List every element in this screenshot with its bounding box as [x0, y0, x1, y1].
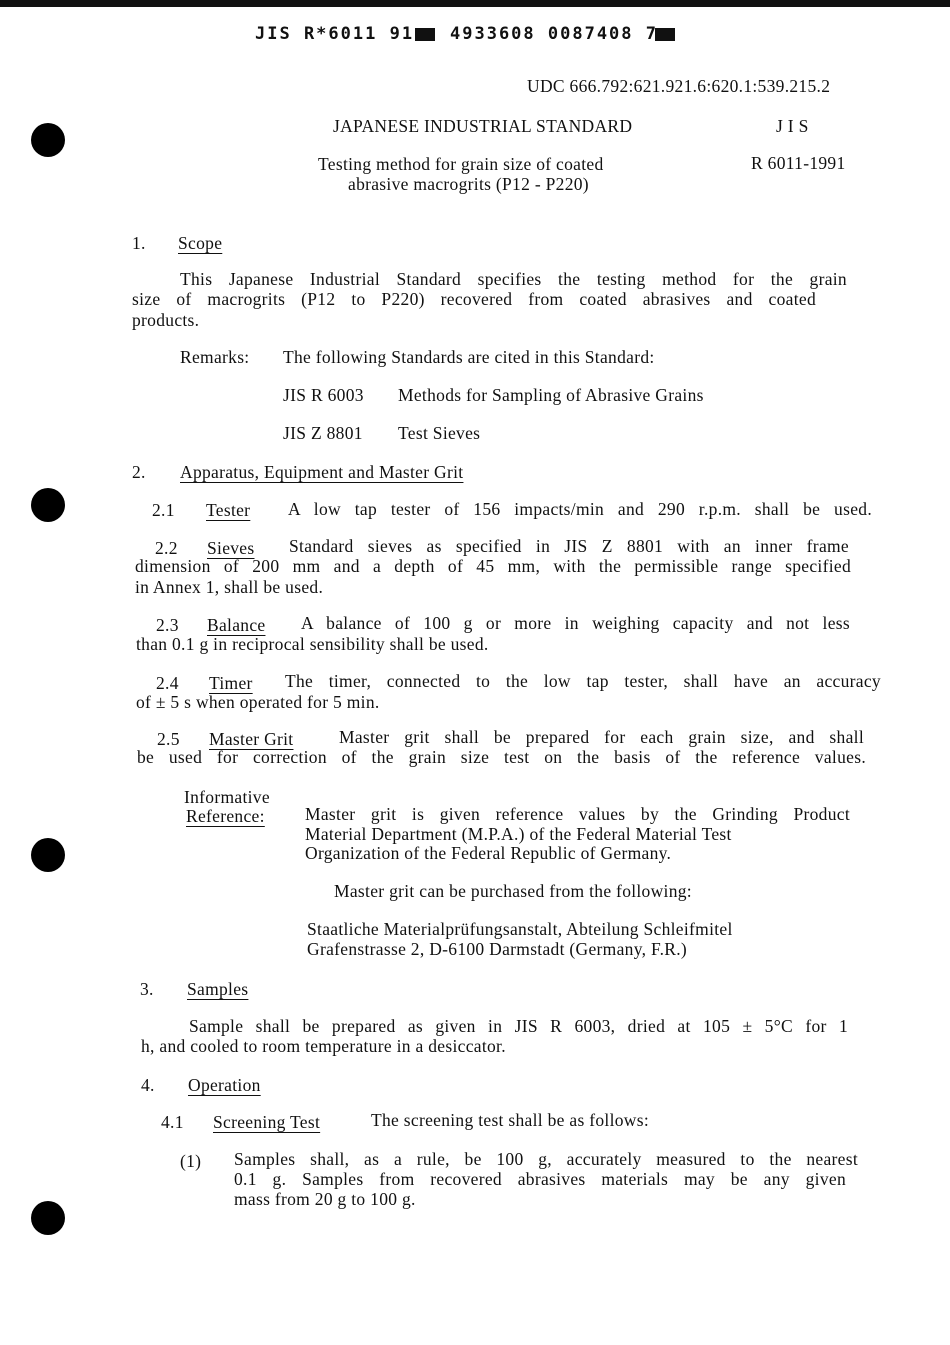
clause-title: Screening Test — [213, 1112, 321, 1132]
clause-number: 2.5 — [157, 729, 180, 749]
section-title: Scope — [178, 233, 223, 253]
paragraph-line: Material Department (M.P.A.) of the Federal Material Test — [305, 824, 732, 844]
section-number: 3. — [140, 979, 154, 999]
clause-number: 2.2 — [155, 538, 178, 558]
document-title: Testing method for grain size of coated — [318, 154, 604, 174]
paragraph-line: Samples shall, as a rule, be 100 g, accurately measured to the nearest — [234, 1149, 858, 1169]
paragraph-line: Master grit is given reference values by the Grinding Product — [305, 804, 850, 824]
clause-number: 2.4 — [156, 673, 179, 693]
paragraph-line: size of macrogrits (P12 to P220) recovered from coated abrasives and coated — [132, 289, 816, 309]
address-line: Grafenstrasse 2, D-6100 Darmstadt (Germany, F.R.) — [307, 939, 688, 959]
informative-label: Informative — [184, 787, 270, 807]
clause-number: 4.1 — [161, 1112, 184, 1132]
section-title: Apparatus, Equipment and Master Grit — [180, 462, 464, 482]
paragraph-line: be used for correction of the grain size test on the basis of the reference values. — [137, 747, 866, 767]
paragraph-line: A low tap tester of 156 impacts/min and 290 r.p.m. shall be used. — [288, 499, 872, 519]
punch-hole — [31, 838, 65, 872]
standard-number: R 6011-1991 — [751, 153, 846, 173]
paragraph-line: Master grit shall be prepared for each grain size, and shall — [339, 727, 864, 747]
paragraph-line: Master grit can be purchased from the following: — [334, 881, 692, 901]
paragraph-line: A balance of 100 g or more in weighing capacity and not less — [301, 613, 850, 633]
remarks-label: Remarks: — [180, 347, 250, 367]
paragraph-line: The screening test shall be as follows: — [371, 1110, 650, 1130]
section-title: Operation — [188, 1075, 261, 1095]
list-item-number: (1) — [180, 1151, 202, 1171]
catalog-code: 4933608 0087408 7 — [450, 24, 658, 44]
clause-number: 2.3 — [156, 615, 179, 635]
standard-type: JAPANESE INDUSTRIAL STANDARD — [333, 116, 633, 136]
paragraph-line: dimension of 200 mm and a depth of 45 mm, with the permissible range specified — [135, 556, 851, 576]
section-number: 2. — [132, 462, 146, 482]
paragraph-line: Standard sieves as specified in JIS Z 8801 with an inner frame — [289, 536, 849, 556]
redaction-block — [415, 28, 435, 41]
punch-hole — [31, 1201, 65, 1235]
punch-hole — [31, 488, 65, 522]
paragraph-line: of ± 5 s when operated for 5 min. — [136, 692, 380, 712]
document-title: abrasive macrogrits (P12 - P220) — [348, 174, 589, 194]
cited-standard-title: Test Sieves — [398, 423, 481, 443]
section-number: 4. — [141, 1075, 155, 1095]
paragraph-line: The timer, connected to the low tap tester, shall have an accuracy — [285, 671, 881, 691]
cited-standard-code: JIS R 6003 — [283, 385, 364, 405]
clause-number: 2.1 — [152, 500, 175, 520]
paragraph-line: Sample shall be prepared as given in JIS R 6003, dried at 105 ± 5°C for 1 — [189, 1016, 848, 1036]
catalog-code: JIS R*6011 91 — [255, 24, 415, 44]
clause-title: Master Grit — [209, 729, 294, 749]
jis-mark: J I S — [776, 116, 809, 136]
cited-standard-code: JIS Z 8801 — [283, 423, 363, 443]
clause-title: Tester — [206, 500, 251, 520]
paragraph-line: 0.1 g. Samples from recovered abrasives materials may be any given — [234, 1169, 846, 1189]
remarks-text: The following Standards are cited in this Standard: — [283, 347, 655, 367]
paragraph-line: Organization of the Federal Republic of Germany. — [305, 843, 672, 863]
clause-title: Balance — [207, 615, 266, 635]
paragraph-line: products. — [132, 310, 200, 330]
udc-number: UDC 666.792:621.921.6:620.1:539.215.2 — [527, 76, 831, 96]
redaction-block — [655, 28, 675, 41]
clause-title: Sieves — [207, 538, 255, 558]
punch-hole — [31, 123, 65, 157]
paragraph-line: than 0.1 g in reciprocal sensibility shall be used. — [136, 634, 489, 654]
paragraph-line: in Annex 1, shall be used. — [135, 577, 324, 597]
informative-label: Reference: — [186, 806, 265, 826]
section-number: 1. — [132, 233, 146, 253]
section-title: Samples — [187, 979, 249, 999]
address-line: Staatliche Materialprüfungsanstalt, Abteilung Schleifmitel — [307, 919, 733, 939]
cited-standard-title: Methods for Sampling of Abrasive Grains — [398, 385, 704, 405]
scan-top-border — [0, 0, 950, 7]
clause-title: Timer — [209, 673, 253, 693]
paragraph-line: mass from 20 g to 100 g. — [234, 1189, 416, 1209]
paragraph-line: h, and cooled to room temperature in a desiccator. — [141, 1036, 506, 1056]
paragraph-line: This Japanese Industrial Standard specifies the testing method for the grain — [180, 269, 847, 289]
